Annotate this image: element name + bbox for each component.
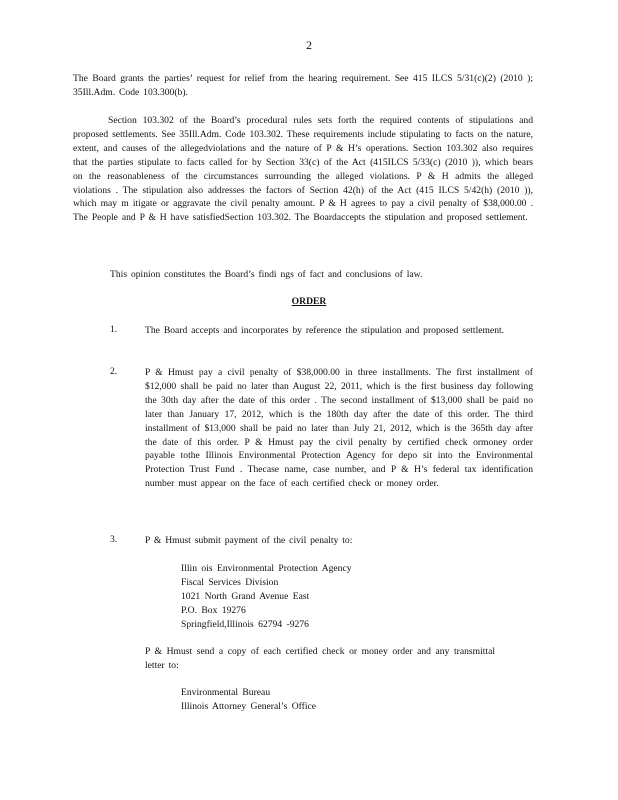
address-line: P.O. Box 19276 — [181, 605, 246, 616]
item-1-number: 1. — [110, 324, 118, 335]
address-line: 1021 North Grand Avenue East — [181, 591, 310, 602]
section-103-302-paragraph: Section 103.302 of the Board’s procedural rules sets forth the required contents of stipulations and proposed settlements. See 35Ill.Adm. Code 103.302. These requirements include stipulating to facts on the nature, extent, and causes of the allegedviolations and the nature of P & H’s operations. Section 103.302 also requires that the parties stipulate to facts called for by Section 33(c) of the Act (415ILCS 5/33(c) (2010 )), which bears on the reasonableness of the circumstances surrounding the alleged violations. P & H admits the alleged violations . The stipulation also addresses the factors of Section 42(h) of the Act (415 ILCS 5/42(h) (2010 )), which may m itigate or aggravate the civil penalty amount. P & H agrees to pay a civil penalty of $38,000.00 . The People and P & H have satisfiedSection 103.302. The Boardaccepts the stipulation and proposed settlement. — [73, 115, 533, 224]
address-line: Environmental Bureau — [181, 687, 271, 698]
address-line: Springfield,Illinois 62794 -9276 — [181, 619, 309, 630]
item-3-number: 3. — [110, 534, 118, 545]
item-1-text: The Board accepts and incorporates by reference the stipulation and proposed settlement. — [145, 325, 505, 336]
item-2-text: P & Hmust pay a civil penalty of $38,000.00 in three installments. The first installment of $12,000 shall be paid no later than August 22, 2011, which is the first business day following the 30th day after the date of this order . The second installment of $13,000 shall be paid no later than January 17, 2012, which is the 180th day after the date of this order. The third installment of $13,000 shall be paid no later than July 21, 2012, which is the 365th day after the date of this order. P & Hmust pay the civil penalty by certified check ormoney order payable tothe Illinois Environmental Protection Agency for depo sit into the Environmental Protection Trust Fund . Thecase name, case number, and P & H’s federal tax identification number must appear on the face of each certified check or money order. — [145, 367, 533, 490]
address-line: Illin ois Environmental Protection Agency — [181, 563, 352, 574]
item-3-text: P & Hmust submit payment of the civil penalty to: — [145, 535, 353, 546]
address-line: Illinois Attorney General’s Office — [181, 701, 317, 712]
address-line: Fiscal Services Division — [181, 577, 279, 588]
relief-paragraph: The Board grants the parties’ request for relief from the hearing requirement. See 415 ILCS 5/31(c)(2) (2010 ); 35Ill.Adm. Code 103.300(b). — [73, 73, 533, 98]
order-heading: ORDER — [291, 296, 327, 307]
copy-instruction-text: P & Hmust send a copy of each certified check or money order and any transmittal letter to: — [145, 646, 495, 671]
findings-paragraph: This opinion constitutes the Board’s findi ngs of fact and conclusions of law. — [110, 269, 423, 280]
item-2-number: 2. — [110, 366, 118, 377]
page-number: 2 — [306, 38, 312, 52]
